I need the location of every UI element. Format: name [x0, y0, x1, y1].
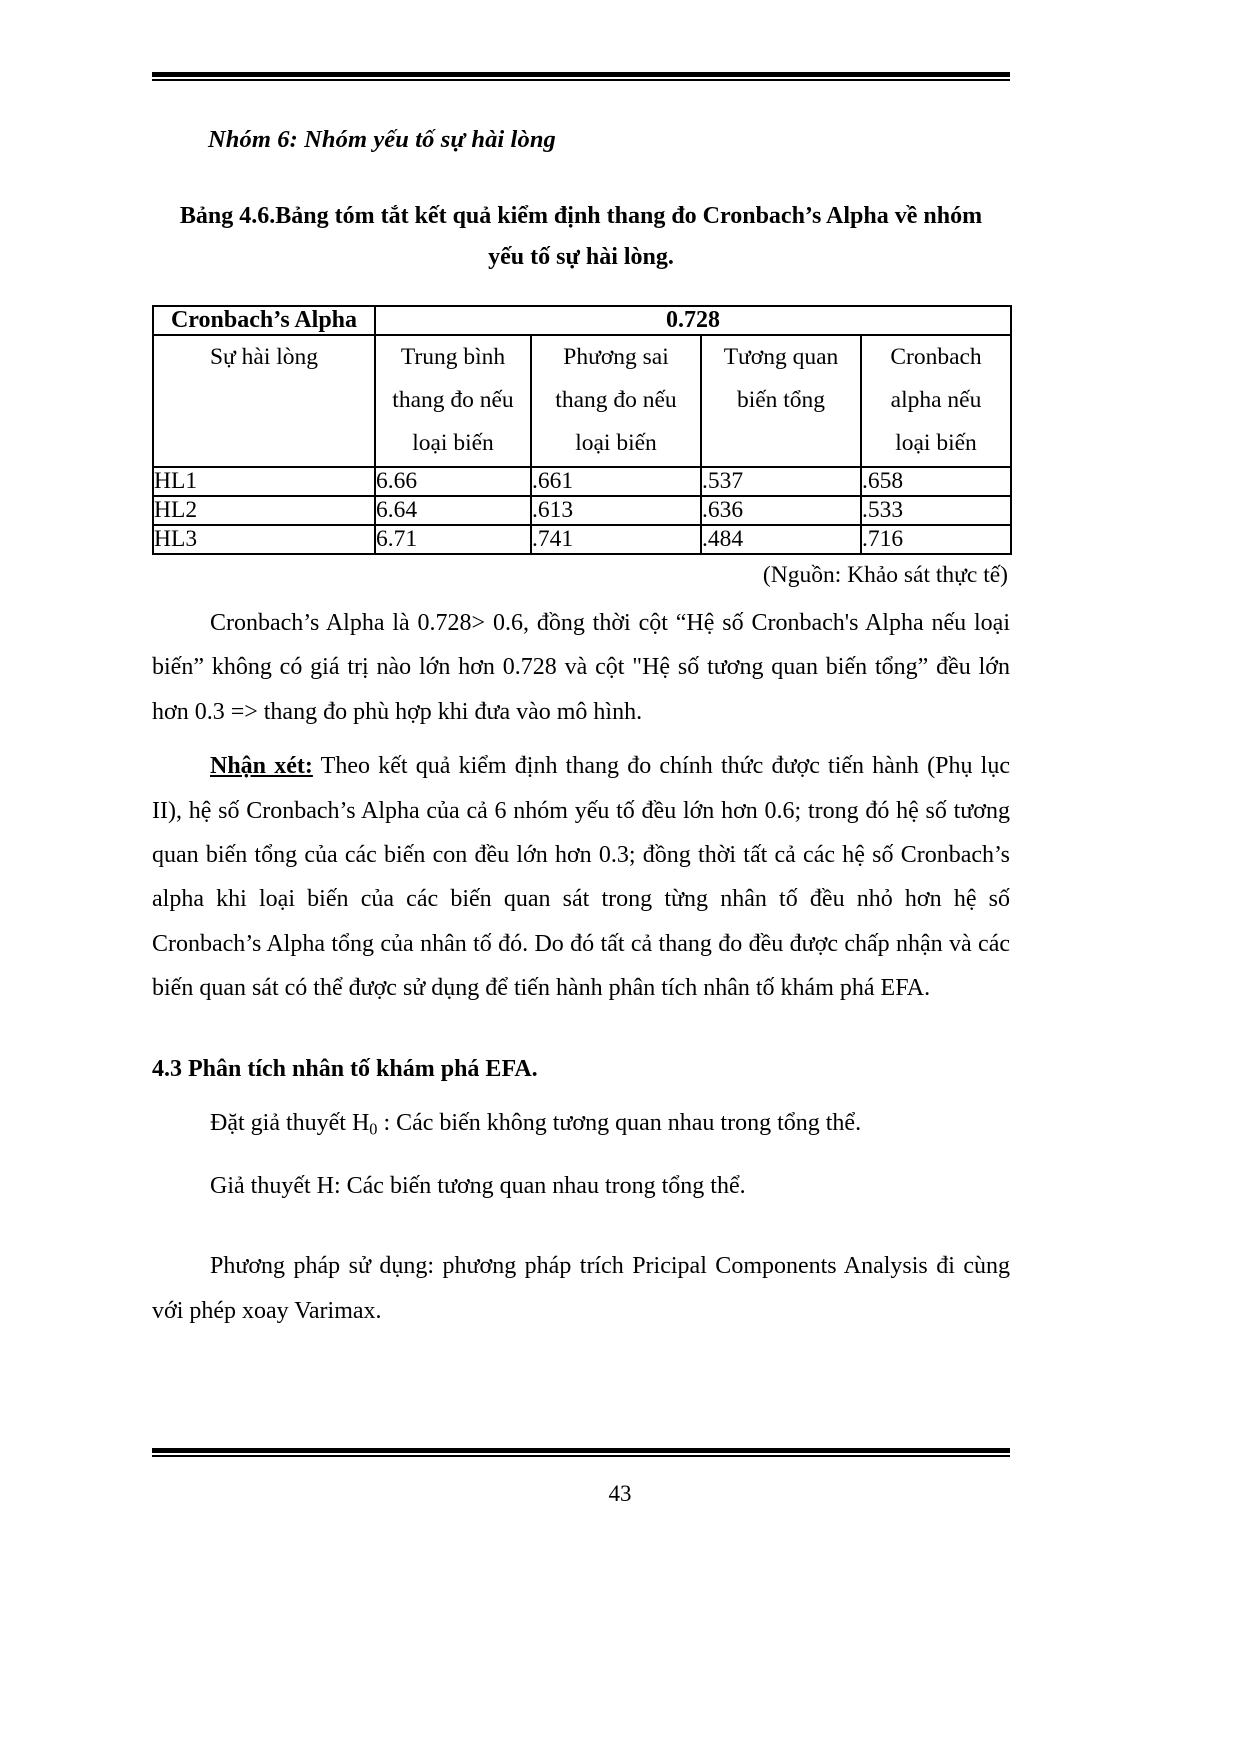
cell-alpha-if-deleted: .658 — [861, 467, 1011, 496]
hypothesis-h0-line — [152, 1101, 1010, 1145]
cronbach-alpha-table — [152, 305, 1012, 555]
header-line: thang đo nếu — [392, 387, 514, 413]
hypothesis-subscript: 0 — [369, 1120, 378, 1140]
alpha-value-cell: 0.728 — [375, 306, 1011, 335]
group-heading: Nhóm 6: Nhóm yếu tố sự hài lòng — [208, 126, 556, 153]
header-line: alpha nếu — [890, 387, 982, 413]
header-line: Trung bình — [400, 343, 506, 370]
section-heading-4-3: 4.3 Phân tích nhân tố khám phá EFA. — [152, 1056, 538, 1083]
header-rule — [152, 72, 1010, 81]
table-row — [153, 467, 1011, 496]
cell-variance-if-deleted: .741 — [531, 525, 701, 554]
cell-item-total-correlation: .537 — [701, 467, 861, 496]
header-cell-1 — [375, 335, 531, 467]
nhan-xet-label: Nhận xét: — [210, 753, 313, 780]
hypothesis-h0-text-b: : Các biến không tương quan nhau trong tổng thể. — [377, 1110, 862, 1137]
method-text: Phương pháp sử dụng: phương pháp trích Pricipal Components Analysis đi cùng với phép xoay Varimax. — [152, 1253, 1010, 1324]
header-line: Tương quan — [723, 343, 839, 370]
header-line: loại biến — [895, 430, 977, 457]
method-paragraph — [152, 1244, 1010, 1333]
paragraph-nhan-xet — [152, 744, 1010, 1010]
cell-alpha-if-deleted: .716 — [861, 525, 1011, 554]
table-row — [153, 496, 1011, 525]
header-rule-thin — [152, 79, 1010, 81]
header-line: loại biến — [412, 430, 494, 457]
hypothesis-h0-text-a: Đặt giả thuyết H — [210, 1110, 370, 1137]
page-content — [152, 110, 1010, 1333]
footer-rule — [152, 1448, 1010, 1457]
table-row-alpha — [153, 306, 1011, 335]
header-cell-3 — [701, 335, 861, 467]
table-caption — [160, 196, 1002, 279]
cell-variance-if-deleted: .613 — [531, 496, 701, 525]
cell-alpha-if-deleted: .533 — [861, 496, 1011, 525]
header-line: loại biến — [575, 430, 657, 457]
cell-item-total-correlation: .484 — [701, 525, 861, 554]
table-header-row — [153, 335, 1011, 467]
table-caption-line-1: Bảng 4.6.Bảng tóm tắt kết quả kiểm định thang đo Cronbach’s Alpha về nhóm — [179, 203, 983, 229]
header-line: biến tổng — [736, 387, 826, 413]
alpha-label-cell: Cronbach’s Alpha — [153, 306, 375, 335]
hypothesis-h-text: Giả thuyết H: Các biến tương quan nhau trong tổng thể. — [210, 1172, 746, 1199]
cell-variable-name: HL2 — [153, 496, 375, 525]
footer-rule-thin — [152, 1455, 1010, 1457]
cell-variable-name: HL3 — [153, 525, 375, 554]
header-line: thang đo nếu — [555, 387, 677, 413]
paragraph-text: Cronbach’s Alpha là 0.728> 0.6, đồng thời cột “Hệ số Cronbach's Alpha nếu loại biến” không có giá trị nào lớn hơn 0.728 và cột "Hệ số tương quan biến tổng” đều lớn hơn 0.3 => thang đo phù hợp khi đưa vào mô hình. — [152, 609, 1010, 725]
cell-variable-name: HL1 — [153, 467, 375, 496]
header-line: Sự hài lòng — [209, 343, 319, 370]
source-note: (Nguồn: Khảo sát thực tế) — [762, 561, 1008, 588]
cell-variance-if-deleted: .661 — [531, 467, 701, 496]
page-number: 43 — [608, 1481, 632, 1506]
cell-mean-if-deleted: 6.66 — [375, 467, 531, 496]
header-line: Phương sai — [563, 343, 669, 370]
paragraph-text: Theo kết quả kiểm định thang đo chính thức được tiến hành (Phụ lục II), hệ số Cronbach’s Alpha của cả 6 nhóm yếu tố đều lớn hơn 0.6; trong đó hệ số tương quan biến tổng của các biến con đều lớn hơn 0.3; đồng thời tất cả các hệ số Cronbach’s alpha khi loại biến của các biến quan sát trong từng nhân tố đều nhỏ hơn hệ số Cronbach’s Alpha tổng của nhân tố đó. Do đó tất cả thang đo đều được chấp nhận và các biến quan sát có thể được sử dụng để tiến hành phân tích nhân tố khám phá EFA. — [152, 753, 1010, 1002]
header-cell-2 — [531, 335, 701, 467]
header-cell-0 — [153, 335, 375, 467]
cell-mean-if-deleted: 6.64 — [375, 496, 531, 525]
header-line: Cronbach — [890, 343, 982, 370]
paragraph-cronbach-summary — [152, 601, 1010, 734]
cell-item-total-correlation: .636 — [701, 496, 861, 525]
hypothesis-h-line — [152, 1164, 1010, 1208]
cell-mean-if-deleted: 6.71 — [375, 525, 531, 554]
table-caption-line-2: yếu tố sự hài lòng. — [488, 244, 674, 271]
table-row — [153, 525, 1011, 554]
header-cell-4 — [861, 335, 1011, 467]
